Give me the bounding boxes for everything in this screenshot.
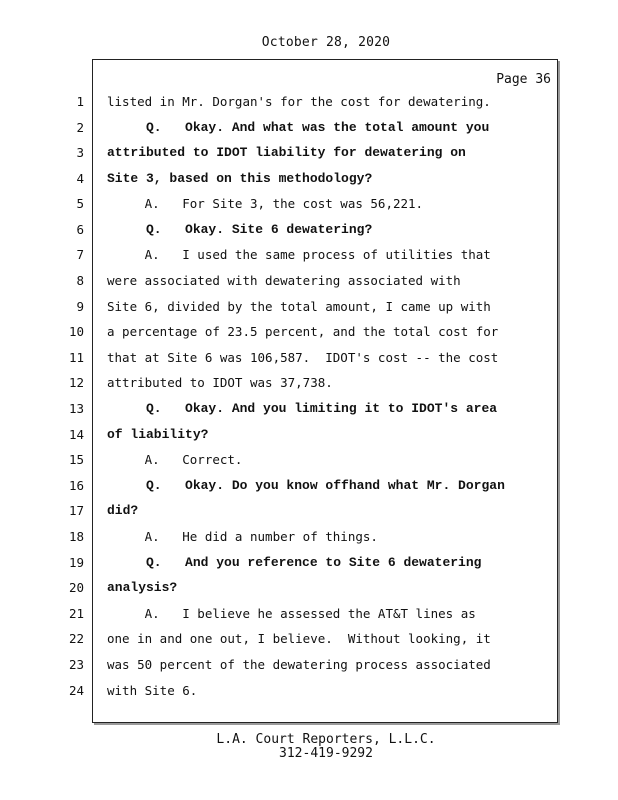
line-number: 12 (68, 375, 84, 390)
transcript-line: attributed to IDOT liability for dewatering on (107, 145, 466, 160)
line-number: 14 (68, 427, 84, 442)
transcript-line: A. Correct. (107, 452, 243, 467)
transcript-line: Q. Okay. And what was the total amount you (107, 120, 490, 135)
line-number: 15 (68, 452, 84, 467)
transcript-line: attributed to IDOT was 37,738. (107, 375, 333, 390)
line-number: 23 (68, 657, 84, 672)
line-number: 22 (68, 631, 84, 646)
line-number: 19 (68, 555, 84, 570)
transcript-line: Site 3, based on this methodology? (107, 171, 373, 186)
line-number: 8 (76, 273, 84, 288)
transcript-line: Q. Okay. And you limiting it to IDOT's area (107, 401, 498, 416)
transcript-date: October 28, 2020 (261, 35, 391, 50)
line-number: 11 (68, 350, 84, 365)
transcript-line: one in and one out, I believe. Without looking, it (107, 631, 491, 646)
line-number: 6 (76, 222, 84, 237)
transcript-line: A. I used the same process of utilities that (107, 247, 491, 262)
transcript-line: did? (107, 503, 139, 518)
line-number: 16 (68, 478, 84, 493)
line-number: 9 (76, 299, 84, 314)
line-number: 2 (76, 120, 84, 135)
transcript-line: that at Site 6 was 106,587. IDOT's cost -- the cost (107, 350, 499, 365)
reporter-phone: 312-419-9292 (279, 746, 373, 761)
transcript-line: Q. And you reference to Site 6 dewatering (107, 555, 482, 570)
line-number: 13 (68, 401, 84, 416)
line-number: 5 (76, 196, 84, 211)
line-number: 17 (68, 503, 84, 518)
line-number: 7 (76, 247, 84, 262)
transcript-line: were associated with dewatering associated with (107, 273, 461, 288)
line-number: 3 (76, 145, 84, 160)
transcript-line: Q. Okay. Do you know offhand what Mr. Dorgan (107, 478, 505, 493)
transcript-line: Q. Okay. Site 6 dewatering? (107, 222, 373, 237)
page-footer (0, 733, 618, 761)
transcript-line: a percentage of 23.5 percent, and the total cost for (107, 324, 499, 339)
transcript-line: of liability? (107, 427, 209, 442)
line-number: 1 (76, 94, 84, 109)
line-number: 4 (76, 171, 84, 186)
transcript-line: listed in Mr. Dorgan's for the cost for dewatering. (107, 94, 491, 109)
transcript-line: A. He did a number of things. (107, 529, 378, 544)
reporter-company: L.A. Court Reporters, L.L.C. (216, 732, 436, 747)
transcript-line: with Site 6. (107, 683, 198, 698)
line-number: 10 (68, 324, 84, 339)
transcript-line: A. I believe he assessed the AT&T lines as (107, 606, 476, 621)
line-number: 20 (68, 580, 84, 595)
transcript-line: Site 6, divided by the total amount, I came up with (107, 299, 491, 314)
line-number: 21 (68, 606, 84, 621)
transcript-line: analysis? (107, 580, 178, 595)
page-number: Page 36 (496, 72, 551, 87)
line-number: 18 (68, 529, 84, 544)
transcript-line: was 50 percent of the dewatering process associated (107, 657, 491, 672)
transcript-line: A. For Site 3, the cost was 56,221. (107, 196, 424, 211)
line-number: 24 (68, 683, 84, 698)
